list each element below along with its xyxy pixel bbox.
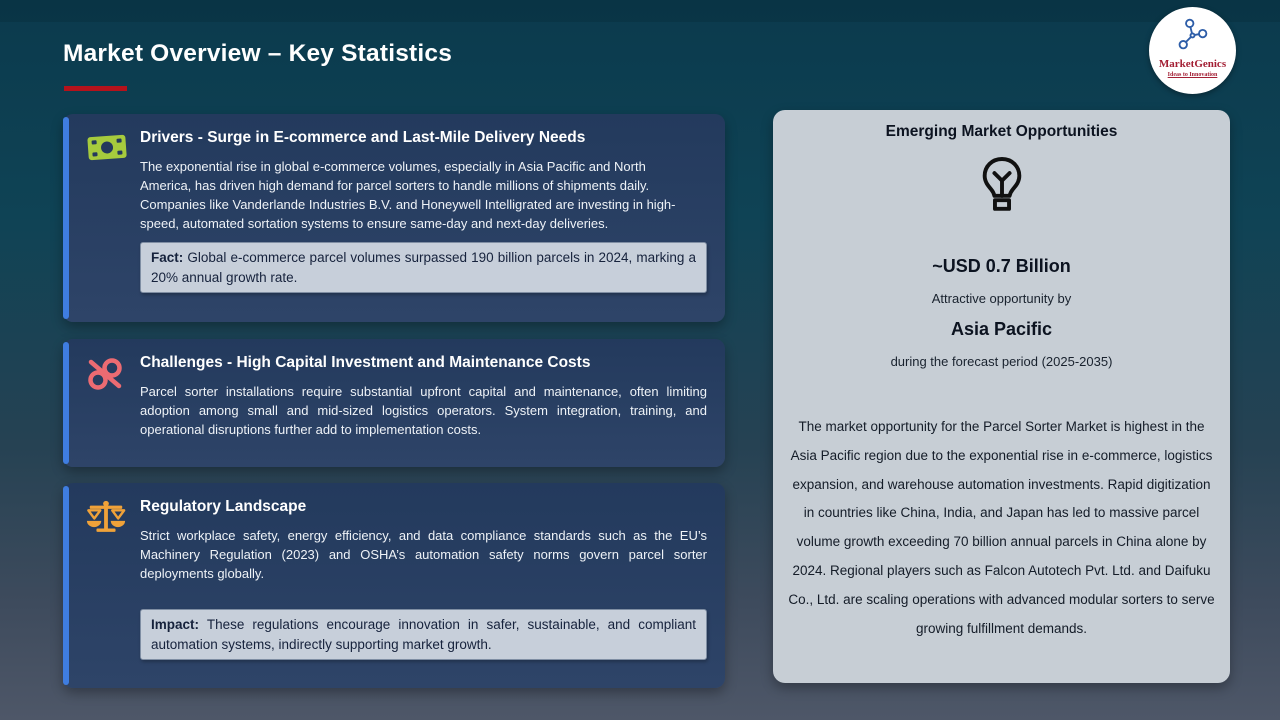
impact-text: These regulations encourage innovation in safer, sustainable, and compliant automation systems, indirectly supporting market growth. (151, 617, 696, 652)
fact-text: Global e-commerce parcel volumes surpassed 190 billion parcels in 2024, marking a 20% annual growth rate. (151, 250, 696, 285)
opportunity-value: ~USD 0.7 Billion (932, 256, 1071, 276)
banknote-icon (85, 129, 129, 171)
card-body: Parcel sorter installations require substantial upfront capital and maintenance, often limiting adoption among small and mid-sized logistics operators. System integration, training, and operational disruptions further add to implementation costs. (140, 384, 707, 437)
card-challenges (63, 339, 725, 467)
panel-title: Emerging Market Opportunities (885, 123, 1118, 140)
lightbulb-icon (976, 154, 1028, 221)
title-underline (64, 86, 127, 91)
opportunity-region: Asia Pacific (950, 319, 1053, 339)
broken-link-icon (85, 354, 129, 396)
card-title: Challenges - High Capital Investment and Maintenance Costs (140, 354, 591, 371)
card-accent-stripe (63, 486, 69, 685)
logo-name: MarketGenics (1158, 58, 1227, 70)
card-accent-stripe (63, 342, 69, 464)
fact-label: Fact: (151, 250, 184, 265)
card-accent-stripe (63, 117, 69, 319)
opportunity-description: The market opportunity for the Parcel Sorter Market is highest in the Asia Pacific region due to the exponential rise in e-commerce, logistics expansion, and warehouse automation investments. Rapid digitization in countries like China, India, and Japan has led to massive parcel volume growth exceeding 70 billion annual parcels in China alone by 2024. Regional players such as Falcon Autotech Pvt. Ltd. and Daifuku Co., Ltd. are scaling operations with advanced modular sorters to serve growing fulfillment demands. (788, 419, 1215, 636)
page-title: Market Overview – Key Statistics (63, 40, 453, 67)
forecast-period: during the forecast period (2025-2035) (890, 354, 1113, 369)
card-regulatory (63, 483, 725, 688)
logo-tagline: Ideas to Innovation (1167, 72, 1218, 78)
logo (1149, 7, 1236, 94)
card-body: Strict workplace safety, energy efficiency, and data compliance standards such as the EU’s Machinery Regulation (2023) and OSHA’s automation safety norms govern parcel sorter deployments globally. (140, 528, 707, 581)
opportunity-subtitle: Attractive opportunity by (931, 291, 1072, 306)
opportunity-panel (773, 110, 1230, 683)
card-title: Regulatory Landscape (140, 498, 307, 515)
scales-icon (85, 498, 129, 540)
impact-box (140, 609, 707, 660)
top-strip (0, 0, 1280, 22)
molecule-icon (1174, 7, 1211, 58)
fact-box (140, 242, 707, 293)
impact-label: Impact: (151, 617, 200, 632)
card-title: Drivers - Surge in E-commerce and Last-Mile Delivery Needs (140, 129, 586, 146)
card-drivers (63, 114, 725, 322)
card-body: The exponential rise in global e-commerce volumes, especially in Asia Pacific and North America, has driven high demand for parcel sorters to handle millions of shipments daily. Companies like Vanderlande Industries B.V. and Honeywell Intelligrated are investing in high-speed, automated sortation systems to ensure same-day and next-day deliveries. (140, 159, 676, 231)
